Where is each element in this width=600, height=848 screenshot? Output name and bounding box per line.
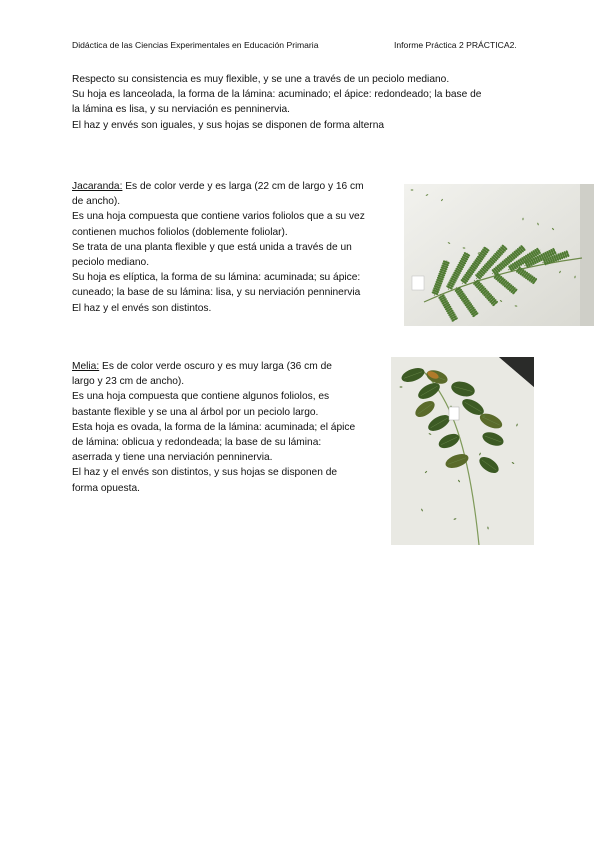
melia-first-line [72, 359, 355, 374]
intro-line: El haz y envés son iguales, y sus hojas se disponen de forma alterna [72, 119, 385, 131]
melia-line: largo y 23 cm de ancho). [72, 376, 185, 388]
jacaranda-line: El haz y el envés son distintos. [72, 302, 212, 314]
melia-first-line-text: Es de color verde oscuro y es muy larga (36 cm de [99, 361, 332, 372]
melia-line: Esta hoja es ovada, la forma de la lámina: acuminada; el ápice [72, 421, 356, 433]
jacaranda-line: contienen muchos foliolos (doblemente foliolar). [72, 226, 288, 238]
jacaranda-name: Jacaranda: [72, 181, 123, 192]
jacaranda-line: Su hoja es elíptica, la forma de su lámina: acuminada; su ápice: [72, 272, 361, 284]
intro-line: Respecto su consistencia es muy flexible, y se une a través de un peciolo mediano. [72, 74, 450, 85]
jacaranda-line: de ancho). [72, 196, 121, 208]
melia-line: de lámina: oblicua y redondeada; la base de su lámina: [72, 437, 322, 449]
melia-line: bastante flexible y se una al árbol por un peciolo largo. [72, 406, 319, 418]
melia-paragraph [72, 359, 355, 496]
intro-line: la lámina es lisa, y su nerviación es penninervia. [72, 104, 291, 116]
melia-line: El haz y el envés son distintos, y sus hojas se disponen de [72, 467, 338, 479]
jacaranda-first-line [72, 179, 365, 194]
jacaranda-paragraph [72, 179, 365, 316]
jacaranda-first-line-text: Es de color verde y es larga (22 cm de largo y 16 cm [122, 181, 364, 192]
jacaranda-line: peciolo mediano. [72, 257, 150, 269]
jacaranda-leaf-photo [404, 184, 594, 326]
melia-line: aserrada y tiene una nerviación penninervia. [72, 452, 273, 464]
header-report-title: Informe Práctica 2 PRÁCTICA2. [394, 40, 517, 50]
header-course-title: Didáctica de las Ciencias Experimentales en Educación Primaria [72, 40, 319, 50]
jacaranda-leaf-image [404, 184, 594, 326]
melia-leaf-photo [391, 357, 534, 545]
intro-line: Su hoja es lanceolada, la forma de la lámina: acuminado; el ápice: redondeado; la base de [72, 89, 482, 101]
melia-name: Melia: [72, 361, 100, 372]
melia-leaf-image [391, 357, 534, 545]
intro-paragraph [72, 72, 481, 133]
melia-line: forma opuesta. [72, 482, 140, 494]
melia-line: Es una hoja compuesta que contiene algunos foliolos, es [72, 391, 330, 403]
jacaranda-line: Es una hoja compuesta que contiene varios foliolos que a su vez [72, 211, 365, 223]
jacaranda-line: Se trata de una planta flexible y que está unida a través de un [72, 241, 352, 253]
jacaranda-line: cuneado; la base de su lámina: lisa, y su nerviación penninervia [72, 287, 361, 299]
